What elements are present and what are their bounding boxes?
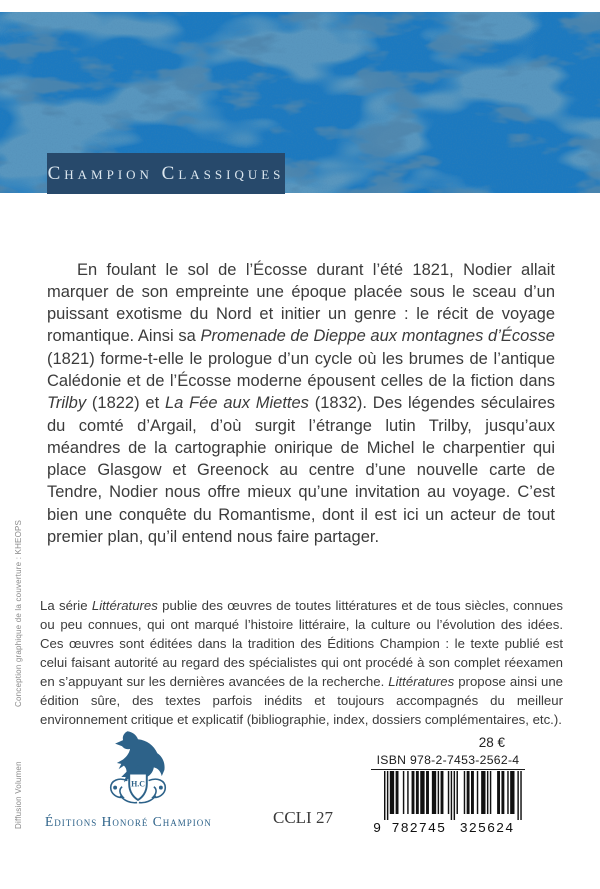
distribution-credit-vertical: Diffusion Volumen <box>14 761 23 829</box>
publisher-name: Éditions Honoré Champion <box>45 814 212 829</box>
price: 28 € <box>478 735 505 750</box>
svg-text:782745: 782745 <box>391 822 447 835</box>
svg-text:9: 9 <box>373 822 383 835</box>
series-volume-number: CCLI 27 <box>273 808 333 827</box>
summary-paragraph: En foulant le sol de l’Écosse durant l’été 1821, Nodier allait marquer de son empreinte une époque placée sous le sceau d’un puissant exotisme du Nord et initier un genre : le récit de voyage romantique. Ainsi sa Promenade de Dieppe aux montagnes d’Écosse (1821) forme-t-elle le prologue d’un cycle où les brumes de l’antique Calédonie et de l’Écosse moderne épousent celles de la fiction dans Trilby (1822) et La Fée aux Miettes (1832). Des légendes séculaires du comté d’Argail, d’où surgit l’étrange lutin Trilby, jusqu’aux méandres de la cartographie onirique de Michel le charpentier qui place Glasgow et Greenock au centre d’une nouvelle carte de Tendre, Nodier nous offre mieux qu’une invitation au voyage. C’est bien une conquête du Romantisme, dont il est ici un acteur de tout premier plan, qu’il entend nous faire partager. <box>47 260 556 547</box>
isbn-label: ISBN 978-2-7453-2562-4 <box>371 753 525 770</box>
design-credit-vertical: Conception graphique de la couverture : KHEOPS <box>14 519 23 707</box>
isbn-block <box>371 735 525 835</box>
series-note-paragraph: La série Littératures publie des œuvres de toutes littératures et de tous siècles, connues ou peu connues, qui ont marqué l’histoire littéraire, la culture ou l’évolution des idées. Ces œuvres sont éditées dans la tradition des Éditions Champion : le texte publié est celui faisant autorité au regard des spécialistes qui ont procédé à son complet réexamen en s’appuyant sur les dernières avancées de la recherche. Littératures propose ainsi une édition sûre, des textes parfois inédits et toujours accompagnés du meilleur environnement critique et explicatif (bibliographie, index, dossiers complémentaires, etc.). <box>40 598 563 728</box>
ean-barcode <box>371 771 525 835</box>
logo-monogram: H.C <box>131 779 145 789</box>
publisher-crest-logo <box>94 726 182 814</box>
collection-title: Champion Classiques <box>47 162 285 184</box>
collection-band <box>47 153 285 194</box>
svg-text:325624: 325624 <box>459 822 515 835</box>
shield-icon <box>129 774 147 800</box>
